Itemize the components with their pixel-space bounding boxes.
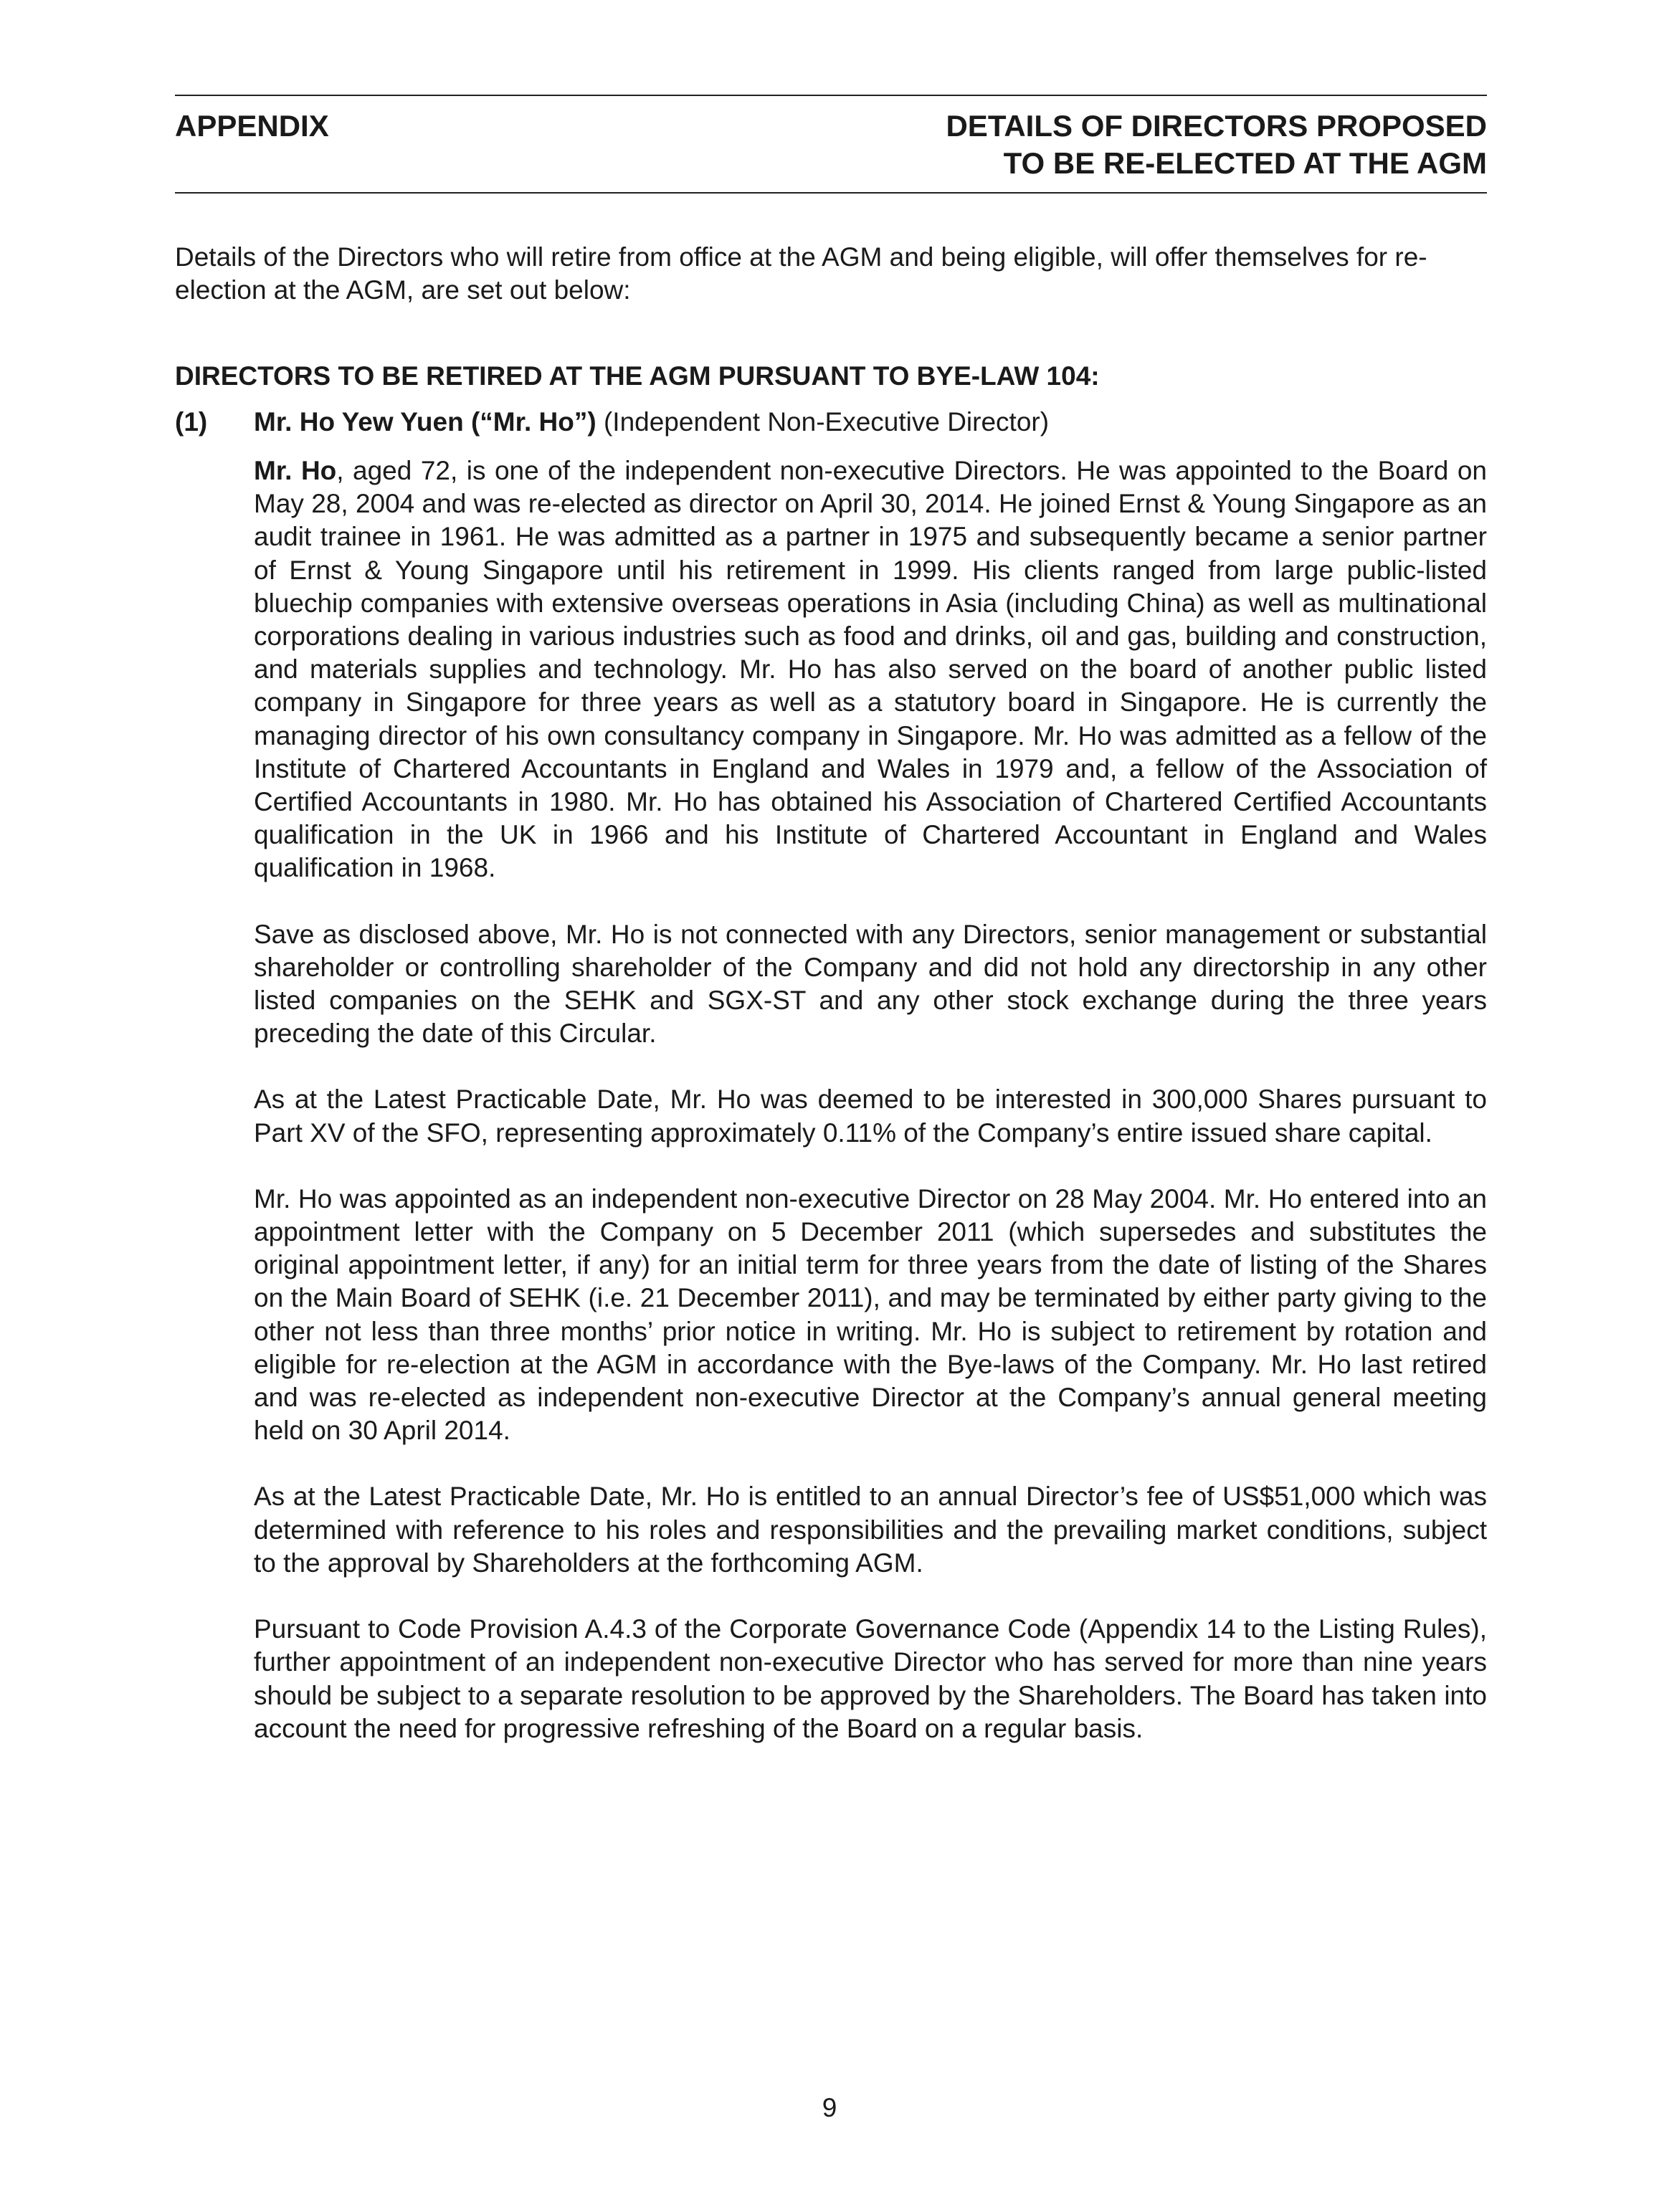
- header-top-rule: [175, 95, 1487, 96]
- header-bottom-rule: [175, 192, 1487, 194]
- header-section-title-line1: DETAILS OF DIRECTORS PROPOSED: [946, 109, 1487, 143]
- paragraph-connections: Save as disclosed above, Mr. Ho is not connected with any Directors, senior management or substantial shareholder or controlling shareholder of the Company and did not hold any directorship in any other listed companies on the SEHK and SGX-ST and any other stock exchange during the three years preceding the date of this Circular.: [254, 919, 1487, 1049]
- header-section-title: [946, 108, 1487, 182]
- paragraph-fee: As at the Latest Practicable Date, Mr. Ho is entitled to an annual Director’s fee of US$51,000 which was determined with reference to his roles and responsibilities and the prevailing market conditions, subject to the approval by Shareholders at the forthcoming AGM.: [254, 1482, 1487, 1578]
- director-details: [254, 454, 1487, 1778]
- section-heading: DIRECTORS TO BE RETIRED AT THE AGM PURSUANT TO BYE-LAW 104:: [175, 361, 1100, 391]
- page-number: 9: [822, 2093, 837, 2122]
- paragraph-biography: [254, 454, 1487, 885]
- paragraph-interests: As at the Latest Practicable Date, Mr. Ho was deemed to be interested in 300,000 Shares pursuant to Part XV of the SFO, representing approximately 0.11% of the Company’s entire issued share capital.: [254, 1084, 1487, 1148]
- director-name: Mr. Ho Yew Yuen (“Mr. Ho”): [254, 407, 596, 437]
- biography-lead: Mr. Ho: [254, 456, 337, 485]
- director-title: [254, 406, 1049, 439]
- intro-paragraph: Details of the Directors who will retire from office at the AGM and being eligible, will offer themselves for re-election at the AGM, are set out below:: [175, 242, 1427, 305]
- biography-text: , aged 72, is one of the independent non-executive Directors. He was appointed to the Board on May 28, 2004 and was re-elected as director on April 30, 2014. He joined Ernst & Young Singapore as an audit trainee in 1961. He was admitted as a partner in 1975 and subsequently became a senior partner of Ernst & Young Singapore until his retirement in 1999. His clients ranged from large public-listed bluechip companies with extensive overseas operations in Asia (including China) as well as multinational corporations dealing in various industries such as food and drinks, oil and gas, building and construction, and materials supplies and technology. Mr. Ho has also served on the board of another public listed company in Singapore for three years as well as a statutory board in Singapore. He is currently the managing director of his own consultancy company in Singapore. Mr. Ho was admitted as a fellow of the Institute of Chartered Accountants in England and Wales in 1979 and, a fellow of the Association of Certified Accountants in 1980. Mr. Ho has obtained his Association of Chartered Certified Accountants qualification in the UK in 1966 and his Institute of Chartered Accountant in England and Wales qualification in 1968.: [254, 456, 1487, 883]
- item-number: (1): [175, 407, 208, 437]
- header-section-title-line2: TO BE RE-ELECTED AT THE AGM: [1003, 146, 1487, 180]
- header-appendix-title: APPENDIX: [175, 109, 329, 143]
- director-role: (Independent Non-Executive Director): [596, 407, 1050, 437]
- paragraph-code-provision: Pursuant to Code Provision A.4.3 of the Corporate Governance Code (Appendix 14 to the Listing Rules), further appointment of an independent non-executive Director who has served for more than nine years should be subject to a separate resolution to be approved by the Shareholders. The Board has taken into account the need for progressive refreshing of the Board on a regular basis.: [254, 1614, 1487, 1743]
- paragraph-appointment: Mr. Ho was appointed as an independent non-executive Director on 28 May 2004. Mr. Ho entered into an appointment letter with the Company on 5 December 2011 (which supersedes and substitutes the original appointment letter, if any) for an initial term for three years from the date of listing of the Shares on the Main Board of SEHK (i.e. 21 December 2011), and may be terminated by either party giving to the other not less than three months’ prior notice in writing. Mr. Ho is subject to retirement by rotation and eligible for re-election at the AGM in accordance with the Bye-laws of the Company. Mr. Ho last retired and was re-elected as independent non-executive Director at the Company’s annual general meeting held on 30 April 2014.: [254, 1183, 1487, 1446]
